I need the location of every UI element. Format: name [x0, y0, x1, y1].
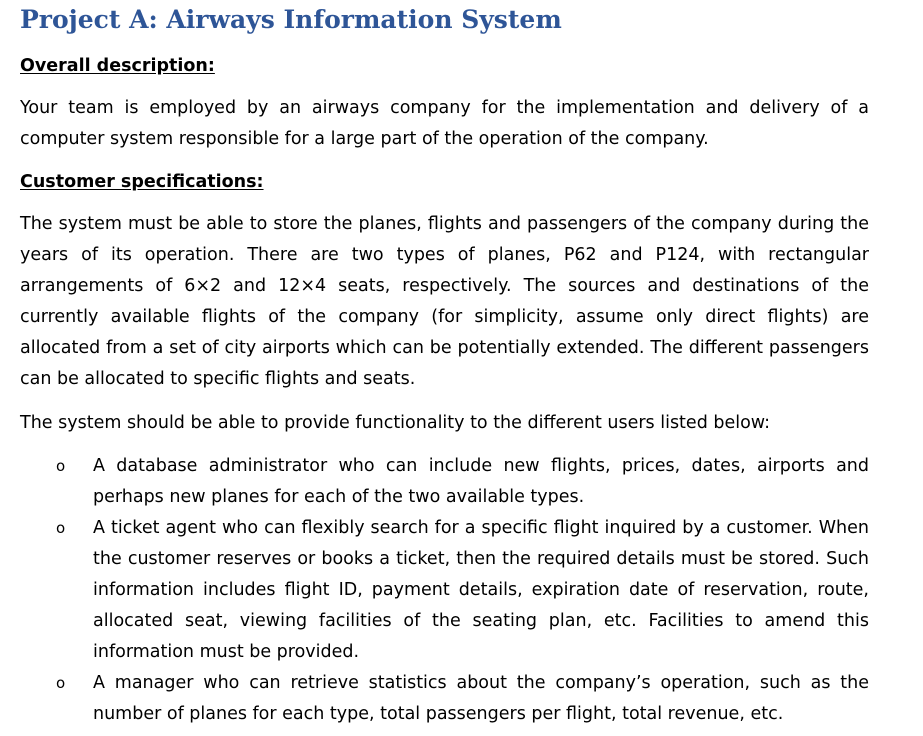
customer-specifications-paragraph: The system must be able to store the planes, flights and passengers of the company during the years of its operation. There are two types of planes, P62 and P124, with rectangular arrangements of 6×2 and 12×4 seats, respectively. The sources and destinations of the currently available flights of the company (for simplicity, assume only direct flights) are allocated from a set of city airports which can be potentially extended. The different passengers can be allocated to specific flights and seats. [20, 214, 869, 389]
list-item-ticket-agent [20, 513, 869, 668]
customer-specifications-heading: Customer specifications: [20, 172, 264, 192]
hollow-circle-bullet-icon: o [56, 457, 66, 475]
overall-description-text: Your team is employed by an airways company for the implementation and delivery of a computer system responsible for a large part of the operation of the company. [20, 98, 869, 149]
user-list [20, 451, 869, 730]
list-item-manager [20, 668, 869, 730]
hollow-circle-bullet-icon: o [56, 674, 66, 692]
list-item-text: A ticket agent who can flexibly search for a specific flight inquired by a customer. When the customer reserves or books a ticket, then the required details must be stored. Such information includes flight ID, payment details, expiration date of reservation, route, allocated seat, viewing facilities of the seating plan, etc. Facilities to amend this information must be provided. [93, 518, 869, 662]
user-list-intro: The system should be able to provide functionality to the different users listed below: [20, 413, 771, 433]
list-item-database-administrator [20, 451, 869, 513]
document-title: Project A: Airways Information System [20, 5, 562, 34]
list-item-text: A manager who can retrieve statistics about the company’s operation, such as the number of planes for each type, total passengers per flight, total revenue, etc. [93, 673, 869, 724]
overall-description-heading: Overall description: [20, 56, 215, 76]
hollow-circle-bullet-icon: o [56, 519, 66, 537]
list-item-text: A database administrator who can include new flights, prices, dates, airports and perhaps new planes for each of the two available types. [93, 456, 869, 507]
